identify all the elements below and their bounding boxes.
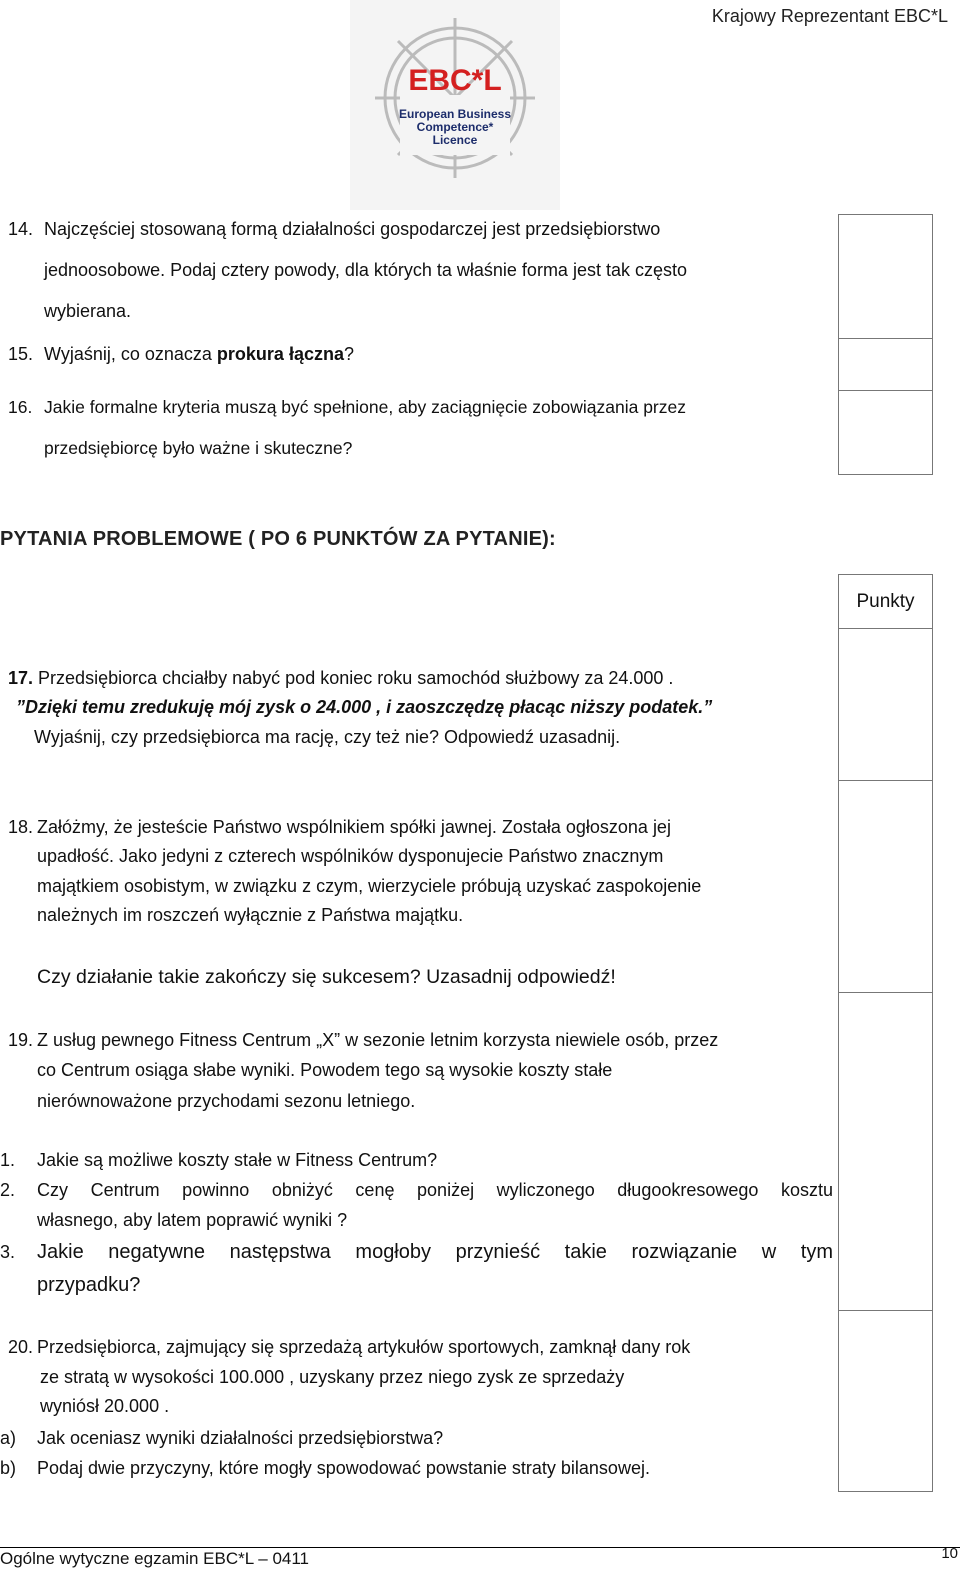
score-box-14[interactable] xyxy=(838,214,933,340)
section-title: PYTANIA PROBLEMOWE ( PO 6 PUNKTÓW ZA PYTANIE): xyxy=(0,528,556,550)
question-18-line-1: Załóżmy, że jesteście Państwo wspólnikiem spółki jawnej. Została ogłoszona jej xyxy=(37,817,671,837)
punkty-header: Punkty xyxy=(838,574,933,630)
ebcl-logo xyxy=(350,0,560,210)
question-16-number: 16. xyxy=(8,397,33,417)
footer-text: Ogólne wytyczne egzamin EBC*L – 0411 xyxy=(0,1549,310,1568)
question-18-line-4: należnych im roszczeń wyłącznie z Państwa majątku. xyxy=(37,905,464,925)
question-19-sub-3-line-2: przypadku? xyxy=(37,1274,141,1296)
question-15-text xyxy=(44,339,354,369)
svg-text:Competence*: Competence* xyxy=(416,120,494,134)
footer-divider xyxy=(0,1547,960,1548)
question-14-line-1: Najczęściej stosowaną formą działalności gospodarczej jest przedsiębiorstwo xyxy=(44,219,661,239)
question-20-line-2: ze stratą w wysokości 100.000 , uzyskany przez niego zysk ze sprzedaży xyxy=(40,1367,625,1387)
question-15-text-before: Wyjaśnij, co oznacza xyxy=(44,344,217,364)
question-20-line-1: Przedsiębiorca, zajmujący się sprzedażą artykułów sportowych, zamknął dany rok xyxy=(37,1337,691,1357)
question-19-sub-3-number: 3. xyxy=(0,1242,16,1262)
score-box-17[interactable] xyxy=(838,628,933,782)
question-20-sub-a-text: Jak oceniasz wyniki działalności przedsiębiorstwa? xyxy=(37,1428,444,1448)
question-19-sub-1-text: Jakie są możliwe koszty stałe w Fitness Centrum? xyxy=(37,1150,438,1170)
question-19-sub-3-line-1: Jakie negatywne następstwa mogłoby przynieść takie rozwiązanie w tym xyxy=(37,1241,833,1263)
svg-text:Licence: Licence xyxy=(432,133,478,147)
question-19-sub-2-line-1: Czy Centrum powinno obniżyć cenę poniżej wyliczonego długookresowego kosztu xyxy=(37,1180,833,1200)
question-19-line-2: co Centrum osiąga słabe wyniki. Powodem tego są wysokie koszty stałe xyxy=(37,1060,613,1080)
question-15-text-after: ? xyxy=(343,344,354,364)
question-20-number: 20. xyxy=(8,1337,34,1357)
ebcl-logo-graphic xyxy=(350,0,560,210)
question-19-sub-2-line-2: własnego, aby latem poprawić wyniki ? xyxy=(37,1210,348,1230)
score-box-18[interactable] xyxy=(838,780,933,994)
question-18-line-3: majątkiem osobistym, w związku z czym, wierzyciele próbują uzyskać zaspokojenie xyxy=(37,876,702,896)
question-15-number: 15. xyxy=(8,344,34,364)
question-20-sub-b-text: Podaj dwie przyczyny, które mogły spowodować powstanie straty bilansowej. xyxy=(37,1458,650,1478)
header-title: Krajowy Reprezentant EBC*L xyxy=(711,6,948,26)
page-number: 10 xyxy=(941,1545,958,1562)
question-17-line-1 xyxy=(8,663,673,693)
question-14-number: 14. xyxy=(8,219,34,239)
question-18-question: Czy działanie takie zakończy się sukcesem? Uzasadnij odpowiedź! xyxy=(37,966,616,988)
score-box-20[interactable] xyxy=(838,1310,933,1492)
question-19-sub-2-number: 2. xyxy=(0,1180,16,1200)
question-17-number: 17. xyxy=(8,668,34,688)
question-20-line-3: wyniósł 20.000 . xyxy=(40,1396,170,1416)
question-18-number: 18. xyxy=(8,817,34,837)
question-14-line-3: wybierana. xyxy=(44,301,132,321)
score-box-16[interactable] xyxy=(838,390,933,475)
question-20-sub-b-number: b) xyxy=(0,1458,17,1478)
question-15-bold-term: prokura łączna xyxy=(216,344,344,364)
question-16-line-1: Jakie formalne kryteria muszą być spełnione, aby zaciągnięcie zobowiązania przez xyxy=(44,397,686,417)
svg-text:European Business: European Business xyxy=(398,107,512,121)
question-19-line-3: nierównoważone przychodami sezonu letniego. xyxy=(37,1091,416,1111)
score-box-19[interactable] xyxy=(838,992,933,1312)
question-18-line-2: upadłość. Jako jedyni z czterech wspólników dysponujecie Państwo znacznym xyxy=(37,846,664,866)
question-19-line-1: Z usług pewnego Fitness Centrum „X” w sezonie letnim korzysta niewiele osób, przez xyxy=(37,1030,719,1050)
score-box-15[interactable] xyxy=(838,338,933,392)
question-20-sub-a-number: a) xyxy=(0,1428,17,1448)
question-19-sub-1-number: 1. xyxy=(0,1150,16,1170)
question-17-line-3: Wyjaśnij, czy przedsiębiorca ma rację, czy też nie? Odpowiedź uzasadnij. xyxy=(34,727,621,747)
svg-text:EBC*L: EBC*L xyxy=(408,64,502,97)
question-19-number: 19. xyxy=(8,1030,34,1050)
question-16-line-2: przedsiębiorcę było ważne i skuteczne? xyxy=(44,438,353,458)
question-17-quote: ”Dzięki temu zredukuję mój zysk o 24.000 , i zaoszczędzę płacąc niższy podatek.” xyxy=(16,697,713,717)
question-17-text: Przedsiębiorca chciałby nabyć pod koniec roku samochód służbowy za 24.000 . xyxy=(38,668,674,688)
question-14-line-2: jednoosobowe. Podaj cztery powody, dla których ta właśnie forma jest tak często xyxy=(44,260,687,280)
